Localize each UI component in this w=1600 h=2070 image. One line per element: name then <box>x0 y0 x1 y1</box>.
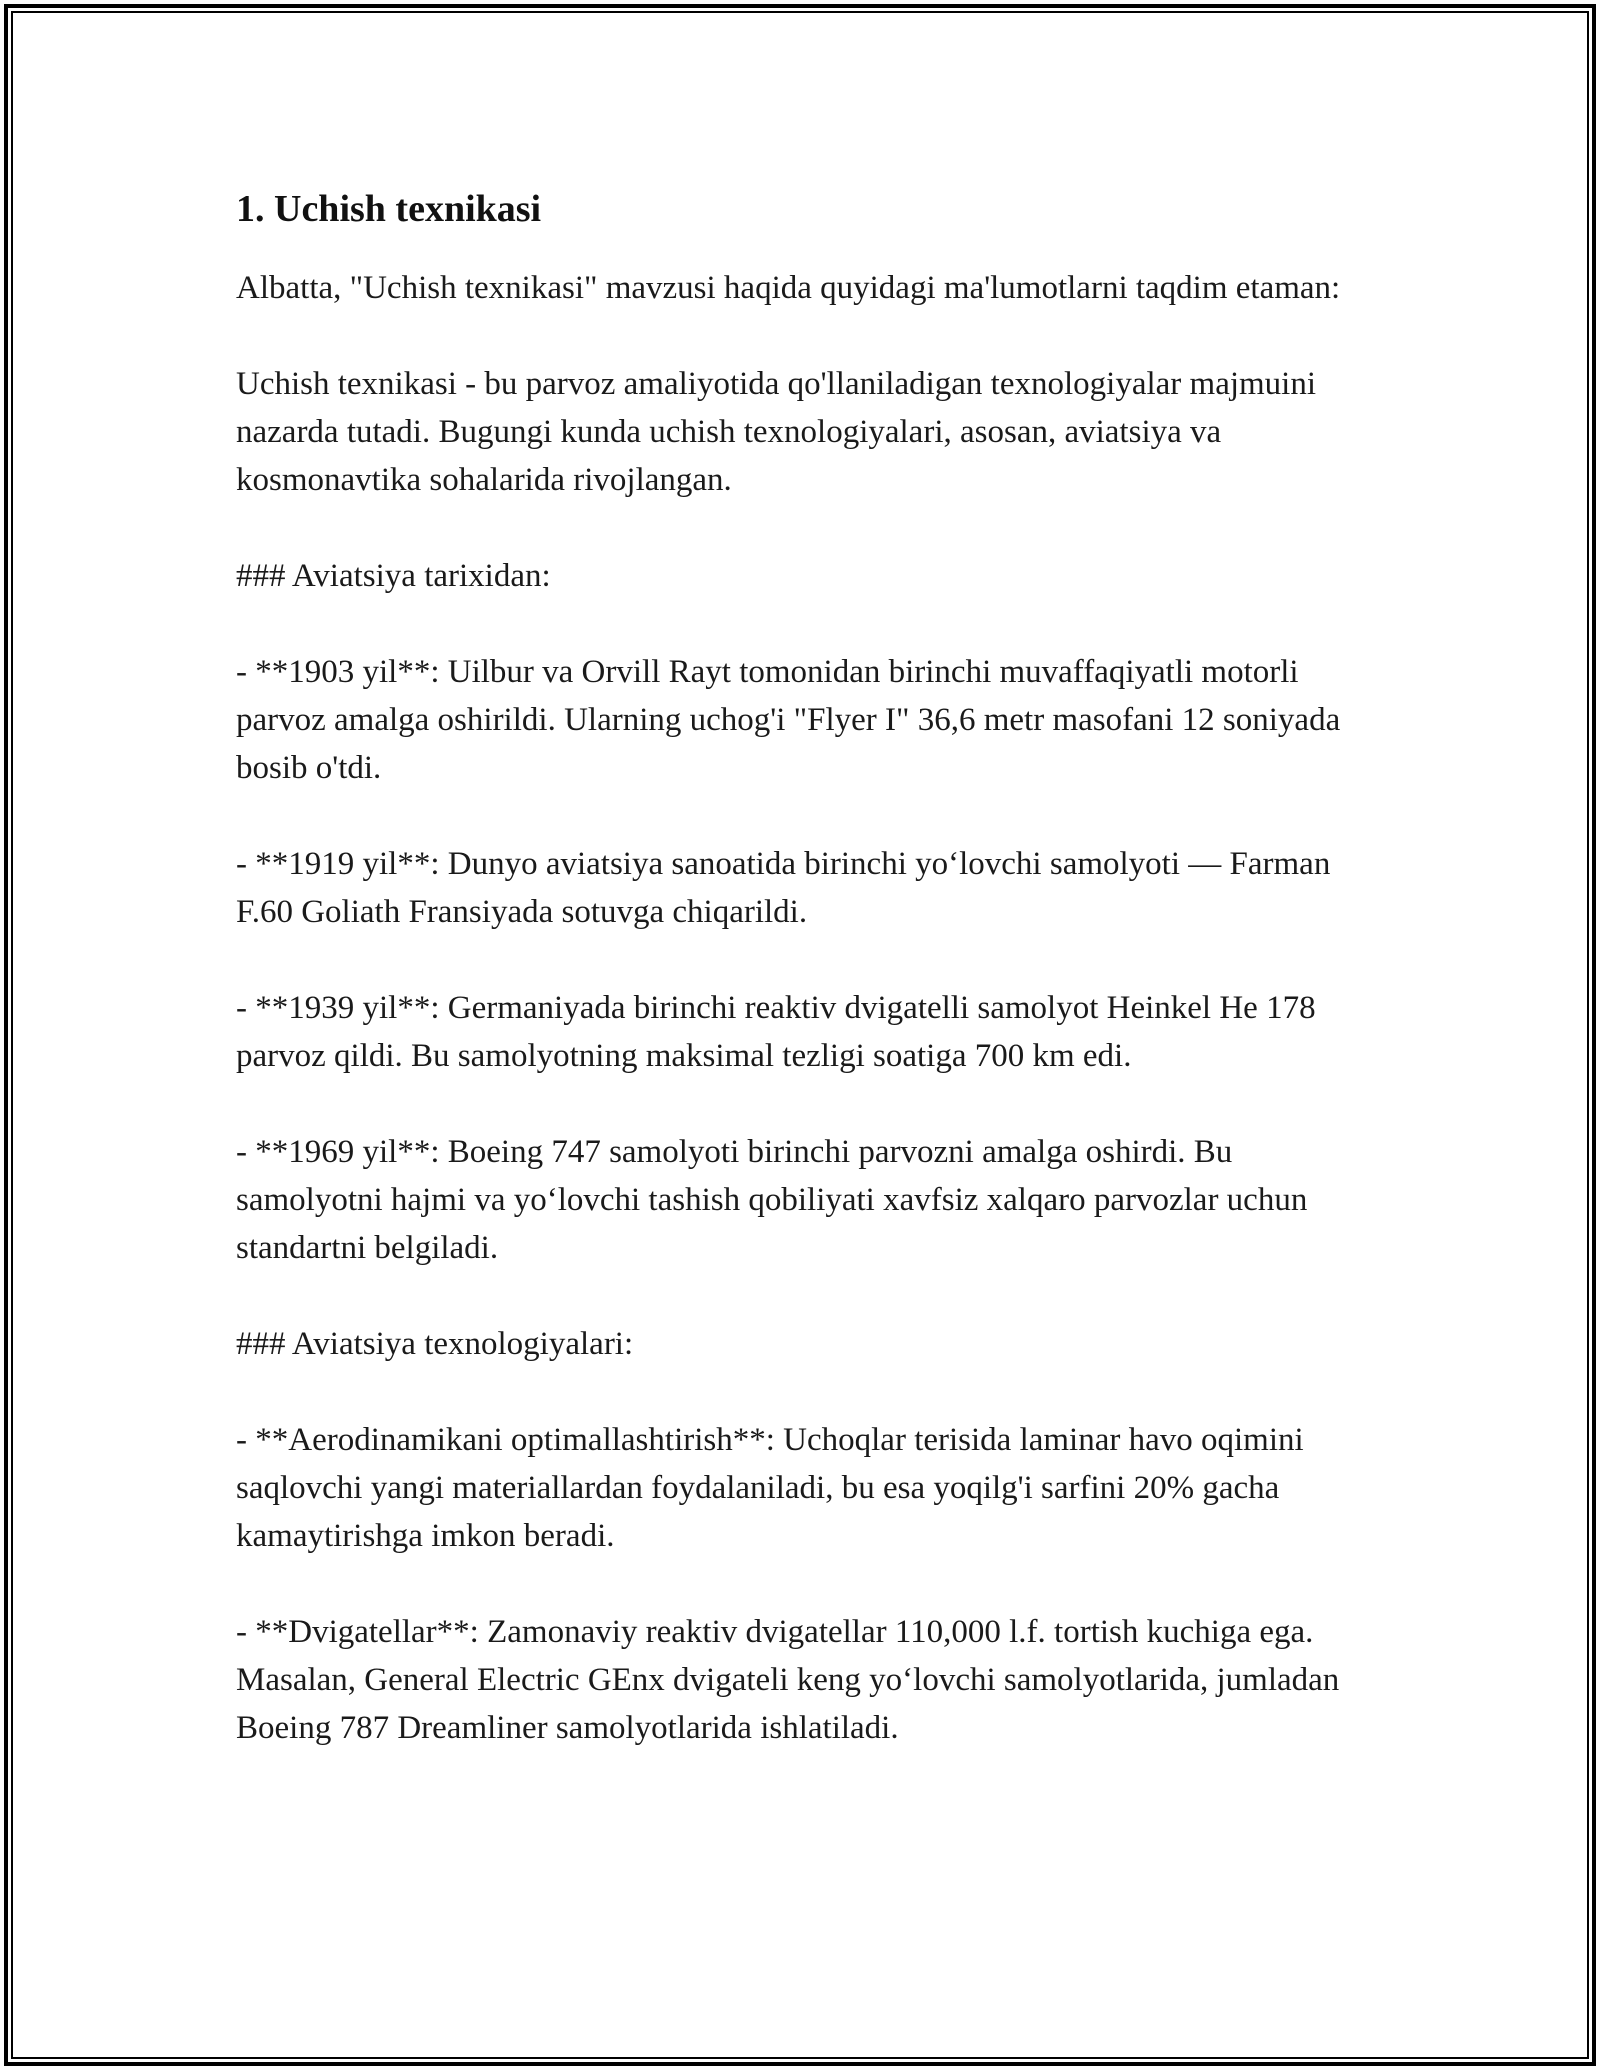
list-item-1939: - **1939 yil**: Germaniyada birinchi reaktiv dvigatelli samolyot Heinkel He 178 parvoz qildi. Bu samolyotning maksimal tezligi soatiga 700 km edi. <box>236 989 1316 1074</box>
section-heading-history: ### Aviatsiya tarixidan: <box>236 557 551 594</box>
definition-paragraph: Uchish texnikasi - bu parvoz amaliyotida qo'llaniladigan texnologiyalar majmuini nazarda tutadi. Bugungi kunda uchish texnologiyalari, asosan, aviatsiya va kosmonavtika sohalarida rivojlangan. <box>236 365 1317 498</box>
document-heading: 1. Uchish texnikasi <box>236 188 542 230</box>
list-item-1919: - **1919 yil**: Dunyo aviatsiya sanoatida birinchi yo‘lovchi samolyoti — Farman F.60 Goliath Fransiyada sotuvga chiqarildi. <box>236 845 1331 930</box>
section-heading-technologies: ### Aviatsiya texnologiyalari: <box>236 1325 634 1362</box>
list-item-1969: - **1969 yil**: Boeing 747 samolyoti birinchi parvozni amalga oshirdi. Bu samolyotni hajmi va yo‘lovchi tashish qobiliyati xavfsiz xalqaro parvozlar uchun standartni belgiladi. <box>236 1133 1308 1266</box>
list-item-aerodynamics: - **Aerodinamikani optimallashtirish**: Uchoqlar terisida laminar havo oqimini saqlovchi yangi materiallardan foydalaniladi, bu esa yoqilg'i sarfini 20% gacha kamaytirishga imkon beradi. <box>236 1421 1304 1554</box>
intro-paragraph: Albatta, "Uchish texnikasi" mavzusi haqida quyidagi ma'lumotlarni taqdim etaman: <box>236 269 1341 306</box>
list-item-1903: - **1903 yil**: Uilbur va Orvill Rayt tomonidan birinchi muvaffaqiyatli motorli parvoz amalga oshirildi. Ularning uchog'i "Flyer I" 36,6 metr masofani 12 soniyada bosib o'tdi. <box>236 653 1341 786</box>
list-item-engines: - **Dvigatellar**: Zamonaviy reaktiv dvigatellar 110,000 l.f. tortish kuchiga ega. Masalan, General Electric GEnx dvigateli keng yo‘lovchi samolyotlarida, jumladan Boeing 787 Dreamliner samolyotlarida ishlatiladi. <box>236 1613 1340 1746</box>
document-body <box>236 186 1376 1800</box>
